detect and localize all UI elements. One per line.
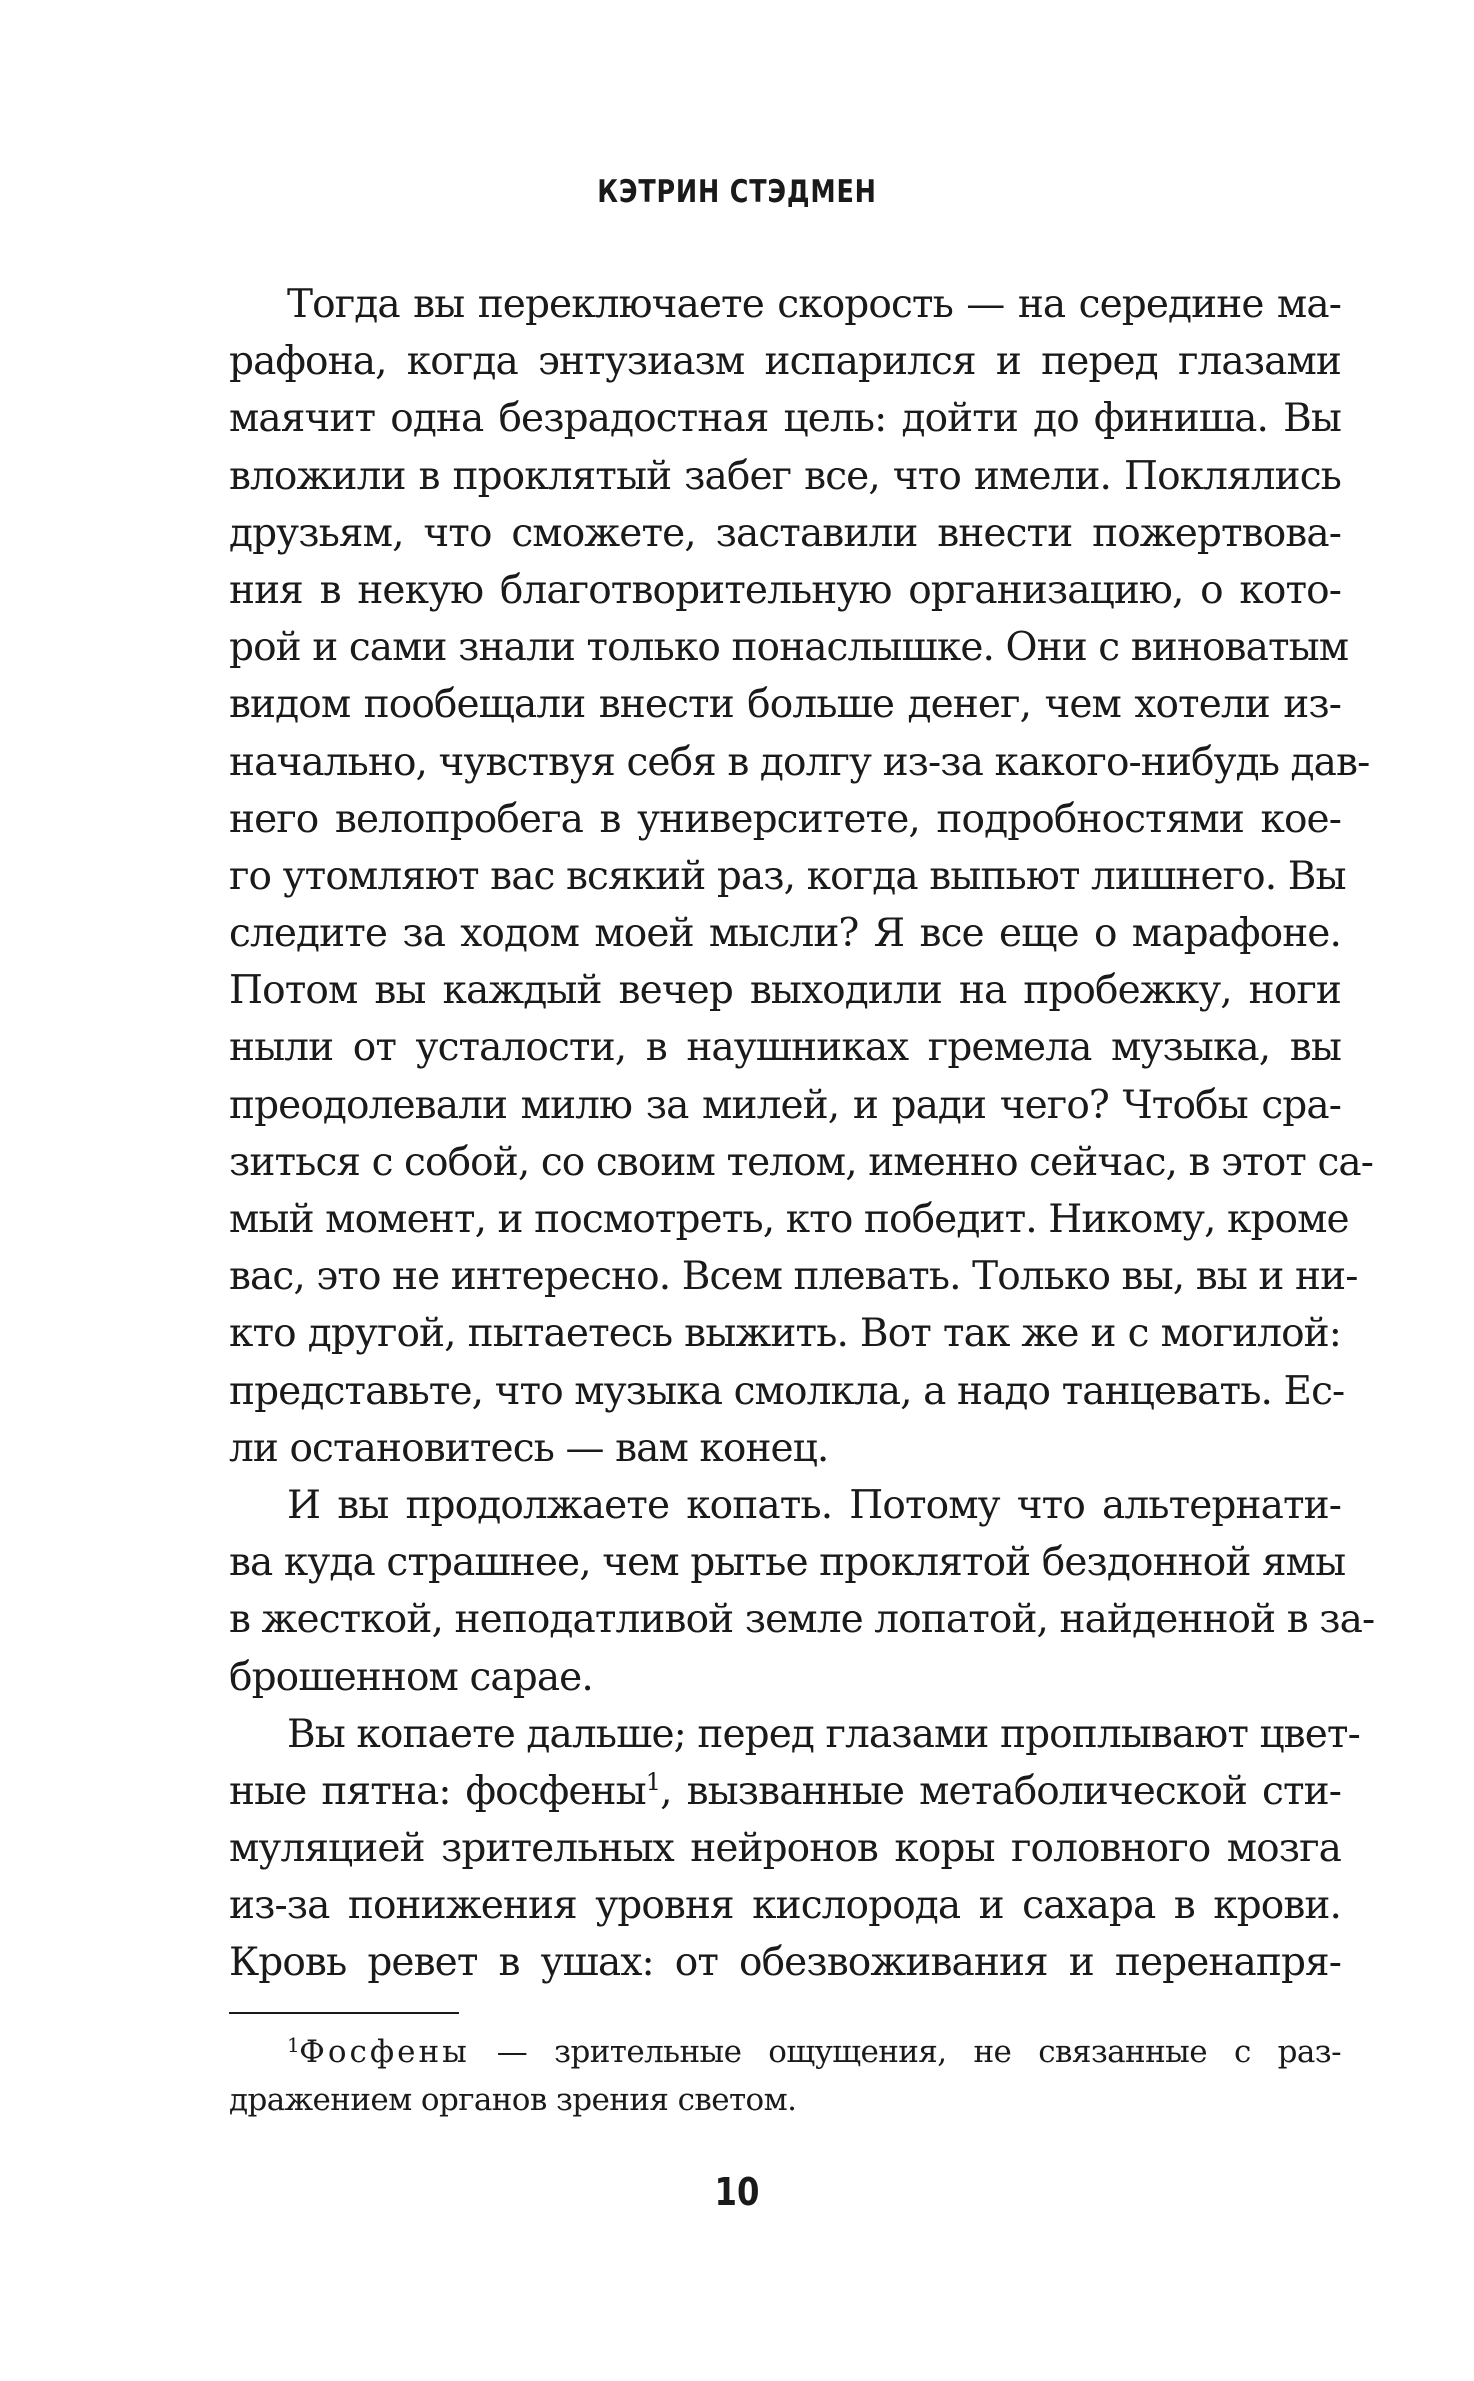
footnote-reference[interactable]: 1 <box>645 1767 661 1796</box>
text-line: И вы продолжаете копать. Потому что альтернати- <box>287 1482 1341 1528</box>
body-text <box>229 276 1375 1992</box>
text-line: следите за ходом моей мысли? Я все еще о марафоне. <box>229 911 1341 957</box>
footnote-text: — зрительные ощущения, не связанные с раз- <box>469 2034 1341 2070</box>
text-line: рой и сами знали только понаслышке. Они с виноватым <box>229 625 1349 671</box>
text-line: представьте, что музыка смолкла, а надо танцевать. Ес- <box>229 1368 1345 1414</box>
footnote <box>229 2028 1341 2124</box>
text-line: Тогда вы переключаете скорость — на середине ма- <box>287 282 1341 327</box>
text-fragment: ные пятна: фосфены <box>229 1768 646 1814</box>
text-line: муляцией зрительных нейронов коры головного мозга <box>229 1826 1341 1872</box>
text-line-with-footnote <box>229 1763 1341 1820</box>
text-line: брошенном сарае. <box>229 1654 593 1700</box>
text-line: вложили в проклятый забег все, что имели. Поклялись <box>229 453 1341 499</box>
text-line: мый момент, и посмотреть, кто победит. Никому, кроме <box>229 1197 1349 1242</box>
text-line: Кровь ревет в ушах: от обезвоживания и перенапря- <box>229 1940 1341 1986</box>
running-head: КЭТРИН СТЭДМЕН <box>597 174 877 210</box>
text-line: рафона, когда энтузиазм испарился и перед глазами <box>229 339 1341 385</box>
text-line: ва куда страшнее, чем рытье проклятой бездонной ямы <box>229 1540 1346 1586</box>
text-line: из-за понижения уровня кислорода и сахара в крови. <box>229 1883 1341 1929</box>
text-line: вас, это не интересно. Всем плевать. Только вы, вы и ни- <box>229 1254 1358 1300</box>
footnote-line <box>229 2028 1341 2076</box>
text-line: ния в некую благотворительную организацию, о кото- <box>229 567 1341 613</box>
footnote-divider <box>229 2012 459 2014</box>
text-line: него велопробега в университете, подробностями кое- <box>229 796 1341 842</box>
page-number: 10 <box>714 2170 760 2214</box>
text-line: Вы копаете дальше; перед глазами проплывают цвет- <box>287 1711 1360 1757</box>
footnote-term: Фосфены <box>299 2034 470 2070</box>
text-line: ли остановитесь — вам конец. <box>229 1425 829 1471</box>
text-line: зиться с собой, со своим телом, именно сейчас, в этот са- <box>229 1139 1374 1185</box>
text-line: преодолевали милю за милей, и ради чего? Чтобы сра- <box>229 1082 1341 1128</box>
text-line: го утомляют вас всякий раз, когда выпьют лишнего. Вы <box>229 853 1346 899</box>
text-line: в жесткой, неподатливой земле лопатой, найденной в за- <box>229 1597 1375 1643</box>
footnote-line: дражением органов зрения светом. <box>229 2082 797 2118</box>
text-line: друзьям, что сможете, заставили внести пожертвова- <box>229 510 1341 556</box>
text-line: видом пообещали внести больше денег, чем хотели из- <box>229 682 1341 728</box>
text-line: Потом вы каждый вечер выходили на пробежку, ноги <box>229 968 1341 1014</box>
text-line: начально, чувствуя себя в долгу из-за какого-нибудь дав- <box>229 739 1370 785</box>
text-line: кто другой, пытаетесь выжить. Вот так же и с могилой: <box>229 1311 1341 1357</box>
text-line: ныли от усталости, в наушниках гремела музыка, вы <box>229 1025 1341 1071</box>
text-fragment: , вызванные метаболической сти- <box>660 1768 1341 1814</box>
footnote-marker: 1 <box>287 2033 300 2057</box>
text-line: маячит одна безрадостная цель: дойти до финиша. Вы <box>229 396 1341 442</box>
